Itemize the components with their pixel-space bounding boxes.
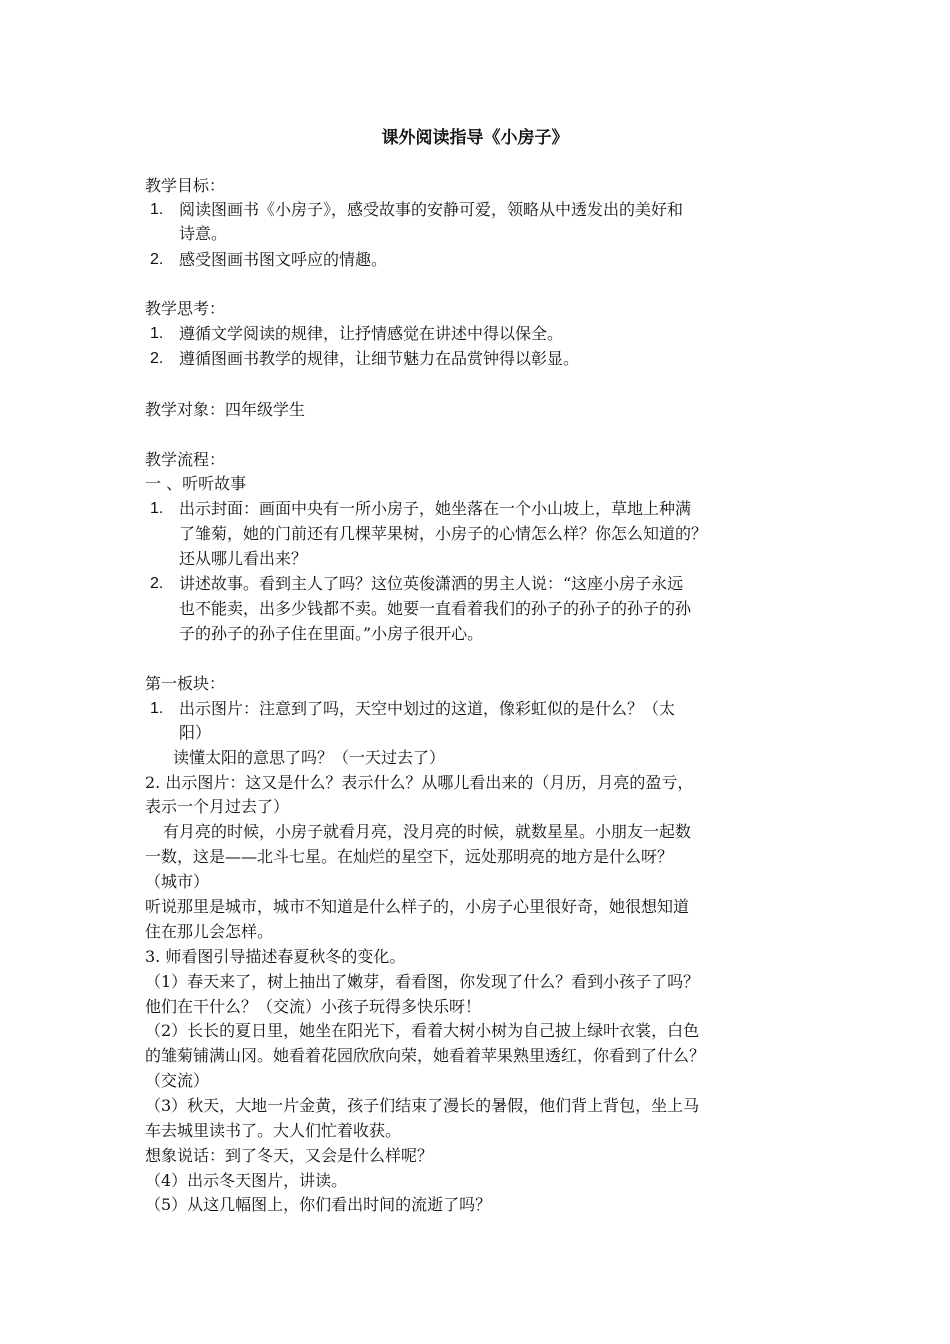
block1-item2-line-2: 表示一个月过去了） <box>145 797 290 816</box>
thinking-2-number: 2. <box>150 350 164 367</box>
moon-line-3: （城市） <box>145 872 210 891</box>
process-section-1: 一 、听听故事 <box>145 474 247 493</box>
summer-line-2: 的雏菊铺满山冈。她看着花园欣欣向荣，她看着苹果熟里透红，你看到了什么？ <box>145 1046 706 1065</box>
moon-line-2: 一数，这是——北斗七星。在灿烂的星空下，远处那明亮的地方是什么呀？ <box>145 847 674 866</box>
document-title: 课外阅读指导《小房子》 <box>381 128 569 148</box>
block1-item1-follow: 读懂太阳的意思了吗？（一天过去了） <box>173 748 446 767</box>
city-line-1: 听说那里是城市，城市不知道是什么样子的，小房子心里很好奇，她很想知道 <box>145 897 690 916</box>
autumn-line-2: 车去城里读书了。大人们忙着收获。 <box>145 1121 402 1140</box>
process-heading: 教学流程： <box>145 450 226 469</box>
process-1-number: 1. <box>150 500 164 517</box>
thinking-1-number: 1. <box>150 325 164 342</box>
goal-2-line-1: 感受图画书图文呼应的情趣。 <box>179 250 388 269</box>
process-1-line-1: 出示封面：画面中央有一所小房子，她坐落在一个小山坡上，草地上种满 <box>179 499 692 518</box>
process-2-line-2: 也不能卖，出多少钱都不卖。她要一直看着我们的孙子的孙子的孙子的孙 <box>179 599 692 618</box>
moon-line-1: 有月亮的时候，小房子就看月亮，没月亮的时候，就数星星。小朋友一起数 <box>163 822 692 841</box>
autumn-line-1: （3）秋天，大地一片金黄，孩子们结束了漫长的暑假，他们背上背包，坐上马 <box>145 1096 700 1115</box>
thinking-2-line-1: 遵循图画书教学的规律，让细节魅力在品赏钟得以彰显。 <box>179 349 580 368</box>
thinking-heading: 教学思考： <box>145 299 226 318</box>
process-2-number: 2. <box>150 575 164 592</box>
summer-line-3: （交流） <box>145 1071 210 1090</box>
process-1-line-3: 还从哪儿看出来？ <box>179 549 308 568</box>
audience-line: 教学对象：四年级学生 <box>145 400 306 419</box>
goal-1-line-1: 阅读图画书《小房子》，感受故事的安静可爱，领略从中透发出的美好和 <box>179 200 684 219</box>
block1-item3-heading: 3. 师看图引导描述春夏秋冬的变化。 <box>145 947 406 966</box>
block1-item1-line-1: 出示图片：注意到了吗，天空中划过的这道，像彩虹似的是什么？（太 <box>179 699 676 718</box>
block1-heading: 第一板块： <box>145 674 226 693</box>
block1-item2-line-1: 2. 出示图片：这又是什么？表示什么？从哪儿看出来的（月历，月亮的盈亏， <box>145 773 694 792</box>
goal-1-number: 1. <box>150 201 164 218</box>
goals-heading: 教学目标： <box>145 176 226 195</box>
process-2-line-1: 讲述故事。看到主人了吗？这位英俊潇洒的男主人说：“这座小房子永远 <box>179 574 684 593</box>
process-1-line-2: 了雏菊，她的门前还有几棵苹果树，小房子的心情怎么样？你怎么知道的？ <box>179 524 708 543</box>
spring-line-1: （1）春天来了，树上抽出了嫩芽，看看图，你发现了什么？看到小孩子了吗？ <box>145 972 700 991</box>
imagine-line: 想象说话：到了冬天，又会是什么样呢？ <box>145 1146 434 1165</box>
summer-line-1: （2）长长的夏日里，她坐在阳光下，看着大树小树为自己披上绿叶衣裳，白色 <box>145 1021 700 1040</box>
time-line: （5）从这几幅图上，你们看出时间的流逝了吗？ <box>145 1195 492 1214</box>
goal-2-number: 2. <box>150 251 164 268</box>
spring-line-2: 他们在干什么？（交流）小孩子玩得多快乐呀！ <box>145 997 482 1016</box>
block1-item1-number: 1. <box>150 700 164 717</box>
goal-1-line-2: 诗意。 <box>179 224 228 243</box>
process-2-line-3: 子的孙子的孙子住在里面。”小房子很开心。 <box>179 624 484 643</box>
block1-item1-line-2: 阳） <box>179 723 212 742</box>
city-line-2: 住在那儿会怎样。 <box>145 922 274 941</box>
winter-line: （4）出示冬天图片，讲读。 <box>145 1171 348 1190</box>
thinking-1-line-1: 遵循文学阅读的规律，让抒情感觉在讲述中得以保全。 <box>179 324 564 343</box>
